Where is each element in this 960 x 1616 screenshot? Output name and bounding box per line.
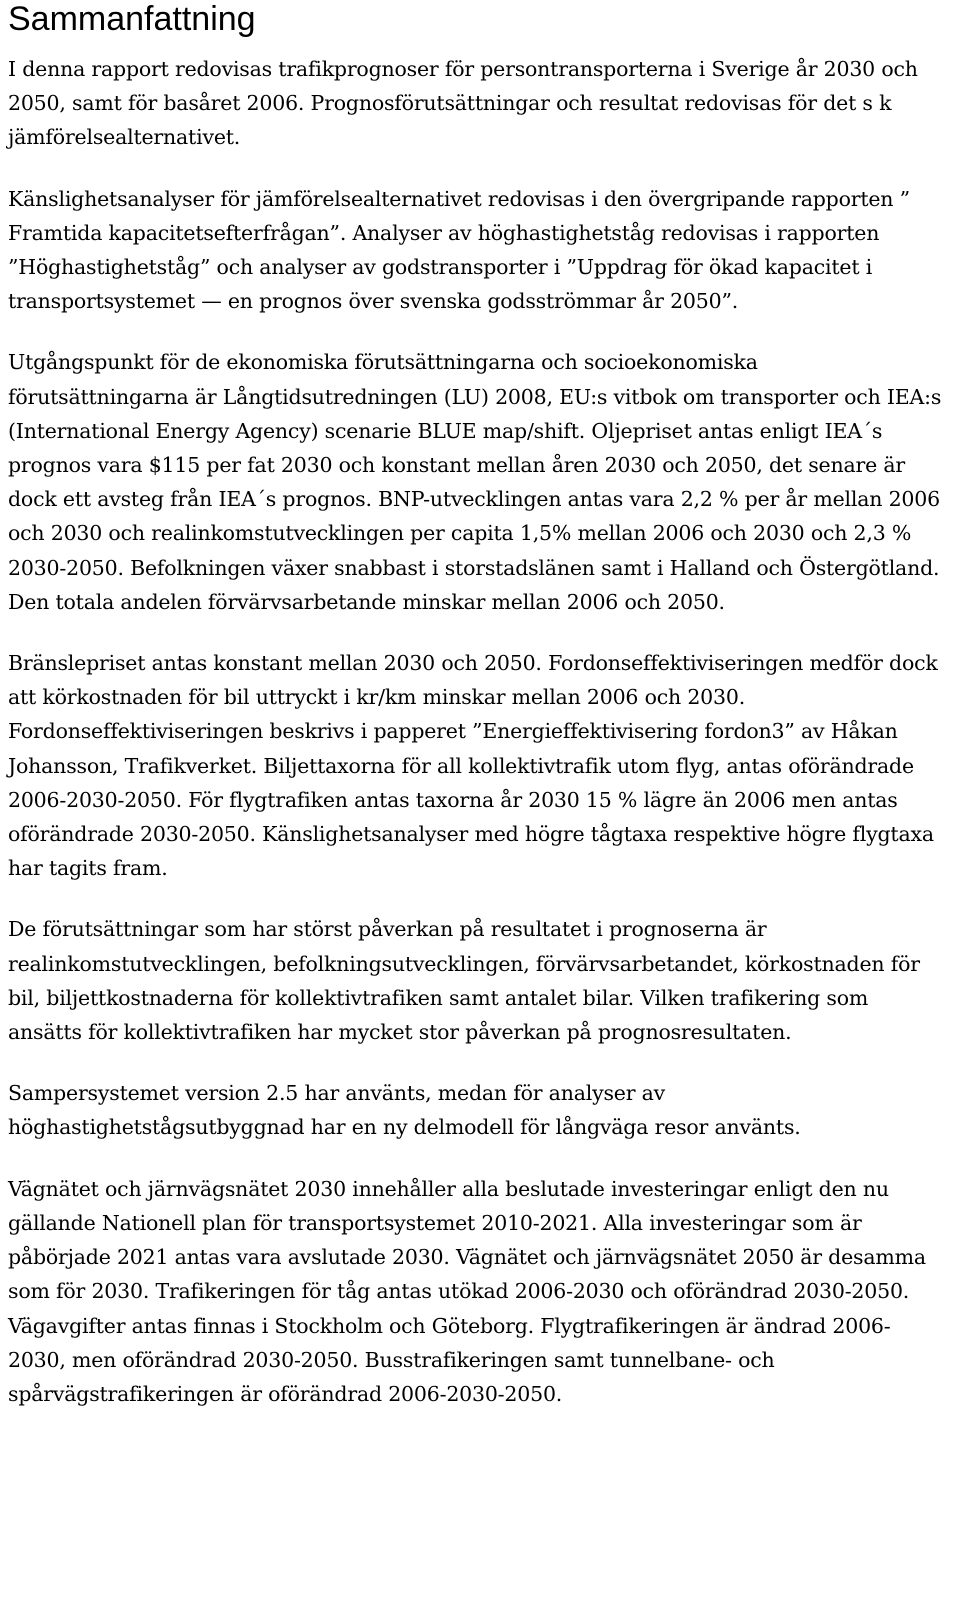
paragraph-model-version: Sampersystemet version 2.5 har använts, medan för analyser av höghastighetstågsutbyggnad har en ny delmodell för långväga resor använts. <box>8 1081 801 1140</box>
paragraph-sensitivity-analyses: Känslighetsanalyser för jämförelsealternativet redovisas i den övergripande rapporten ” Framtida kapacitetsefterfrågan”. Analyser av höghastighetståg redovisas i rapporten ”Höghastighetståg” och analyser av godstransporter i ”Uppdrag för ökad kapacitet i transportsystemet — en prognos över svenska godsströmmar år 2050”. <box>8 186 910 314</box>
paragraph-fuel-price: Bränslepriset antas konstant mellan 2030 och 2050. Fordonseffektiviseringen medför dock att körkostnaden för bil uttryckt i kr/km minskar mellan 2006 och 2030. Fordonseffektiviseringen beskrivs i papperet ”Energieffektivisering fordon3” av Håkan Johansson, Trafikverket. Biljettaxorna för all kollektivtrafik utom flyg, antas oförändrade 2006-2030-2050. För flygtrafiken antas taxorna år 2030 15 % lägre än 2006 men antas oförändrade 2030-2050. Känslighetsanalyser med högre tågtaxa respektive högre flygtaxa har tagits fram. <box>8 651 938 881</box>
paragraph-networks: Vägnätet och järnvägsnätet 2030 innehåller alla beslutade investeringar enligt den nu gällande Nationell plan för transportsystemet 2010-2021. Alla investeringar som är påbörjade 2021 antas vara avslutade 2030. Vägnätet och järnvägsnätet 2050 är desamma som för 2030. Trafikeringen för tåg antas utökad 2006-2030 och oförändrad 2030-2050. Vägavgifter antas finnas i Stockholm och Göteborg. Flygtrafikeringen är ändrad 2006-2030, men oförändrad 2030-2050. Busstrafikeringen samt tunnelbane- och spårvägstrafikeringen är oförändrad 2006-2030-2050. <box>8 1176 926 1406</box>
page-title: Sammanfattning <box>8 0 256 38</box>
paragraph-intro: I denna rapport redovisas trafikprognoser för persontransporterna i Sverige år 2030 och 2050, samt för basåret 2006. Prognosförutsättningar och resultat redovisas för det s k jämförelsealternativet. <box>8 57 918 150</box>
paragraph-key-factors: De förutsättningar som har störst påverkan på resultatet i prognoserna är realinkomstutvecklingen, befolkningsutvecklingen, förvärvsarbetandet, körkostnaden för bil, biljettkostnaderna för kollektivtrafiken samt antalet bilar. Vilken trafikering som ansätts för kollektivtrafiken har mycket stor påverkan på prognosresultaten. <box>8 917 920 1045</box>
paragraph-economic-assumptions: Utgångspunkt för de ekonomiska förutsättningarna och socioekonomiska förutsättningarna är Långtidsutredningen (LU) 2008, EU:s vitbok om transporter och IEA:s (International Energy Agency) scenarie BLUE map/shift. Oljepriset antas enligt IEA´s prognos vara $115 per fat 2030 och konstant mellan åren 2030 och 2050, det senare är dock ett avsteg från IEA´s prognos. BNP-utvecklingen antas vara 2,2 % per år mellan 2006 och 2030 och realinkomstutvecklingen per capita 1,5% mellan 2006 och 2030 och 2,3 % 2030-2050. Befolkningen växer snabbast i storstadslänen samt i Halland och Östergötland. Den totala andelen förvärvsarbetande minskar mellan 2006 och 2050. <box>8 350 942 614</box>
